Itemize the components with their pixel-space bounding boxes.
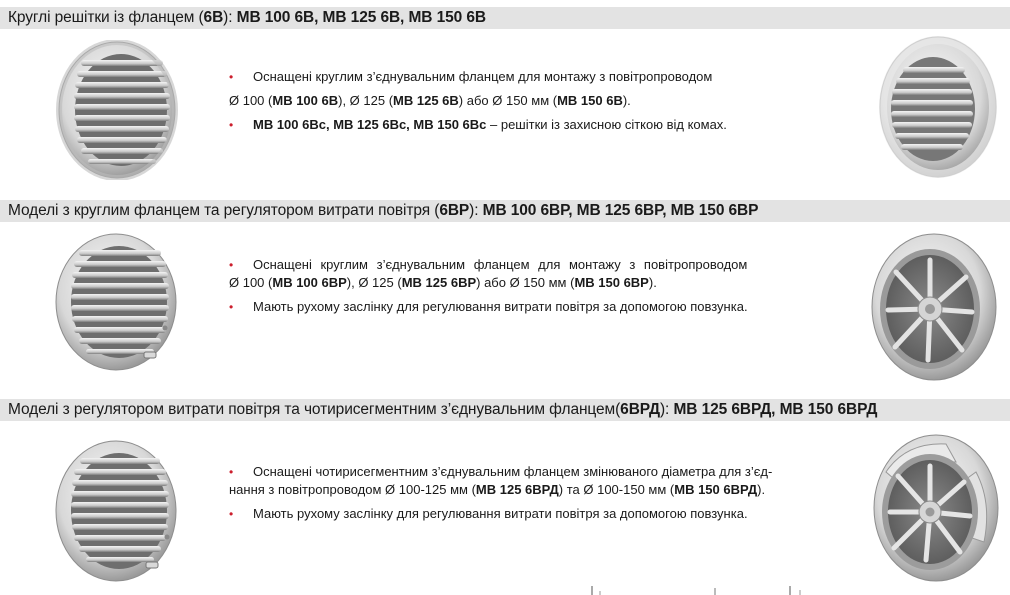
bullet-item	[229, 504, 829, 524]
title-code: 6ВР	[439, 202, 470, 219]
text-part: ).	[757, 482, 766, 497]
bullet-item	[229, 67, 829, 87]
title-mid: ):	[469, 202, 483, 219]
title-code: 6В	[203, 9, 224, 26]
model-code: МВ 125 6В	[393, 93, 459, 108]
title-models: МВ 100 6В, МВ 125 6В, МВ 150 6В	[236, 9, 486, 26]
bullet-item	[229, 462, 829, 482]
bullet-text: Мають рухому заслінку для регулювання витрати повітря за допомогою повзунка.	[253, 506, 748, 521]
model-code: МВ 150 6В	[557, 93, 623, 108]
bullet-text-continuation	[229, 91, 829, 111]
bullet-item	[229, 255, 827, 275]
section-1-title	[8, 9, 486, 27]
section-2-title	[8, 202, 758, 220]
title-models: МВ 125 6ВРД, МВ 150 6ВРД	[673, 401, 878, 418]
title-prefix: Круглі решітки із фланцем (	[8, 9, 204, 26]
title-prefix: Моделі з регулятором витрати повітря та чотирисегментним з’єднувальним фланцем(	[8, 401, 621, 418]
grille-image-6v-side	[55, 40, 180, 180]
title-models: МВ 100 6ВР, МВ 125 6ВР, МВ 150 6ВР	[482, 202, 759, 219]
section-1-bullets	[229, 67, 829, 135]
model-code: МВ 100 6В	[272, 93, 339, 108]
grille-image-6vr-side	[52, 232, 182, 377]
footer-marks	[590, 586, 820, 595]
model-code: МВ 100 6ВР	[272, 275, 347, 290]
bullet-icon: •	[229, 258, 234, 272]
section-3-title	[8, 401, 877, 419]
bullet-text: Оснащені чотирисегментним з’єднувальним фланцем змінюваного діаметра для з’єд-	[253, 464, 773, 479]
bullet-text-continuation	[229, 273, 827, 293]
bullet-icon: •	[229, 507, 234, 521]
bullet-icon: •	[229, 300, 234, 314]
bullet-icon: •	[229, 70, 234, 84]
grille-image-6vrd-rear	[866, 432, 1000, 584]
title-mid: ):	[223, 9, 237, 26]
section-1-header	[0, 7, 1010, 29]
model-code: МВ 125 6ВР	[401, 275, 477, 290]
grille-image-6v-front	[877, 35, 999, 180]
bullet-text: Оснащені круглим з’єднувальним фланцем для монтажу з повітропроводом	[253, 257, 748, 272]
bullet-text: Мають рухому заслінку для регулювання витрати повітря за допомогою повзунка.	[253, 299, 748, 314]
bullet-text: – решітки із захисною сіткою від комах.	[486, 117, 727, 132]
bullet-item	[229, 115, 829, 135]
title-mid: ):	[660, 401, 674, 418]
text-part: ), Ø 125 (	[338, 93, 394, 108]
grille-image-6vr-rear	[870, 232, 998, 382]
section-3-bullets	[229, 462, 829, 524]
text-part: ), Ø 125 (	[346, 275, 402, 290]
model-code: МВ 100 6Вс, МВ 125 6Вс, МВ 150 6Вс	[253, 117, 487, 132]
model-code: МВ 125 6ВРД	[475, 482, 559, 497]
section-2-bullets	[229, 255, 827, 317]
model-code: МВ 150 6ВР	[574, 275, 649, 290]
grille-image-6vrd-side	[52, 438, 182, 588]
title-prefix: Моделі з круглим фланцем та регулятором витрати повітря (	[8, 202, 440, 219]
title-code: 6ВРД	[620, 401, 660, 418]
model-code: МВ 150 6ВРД	[674, 482, 758, 497]
bullet-item	[229, 297, 827, 317]
text-part: ) або Ø 150 мм (	[476, 275, 575, 290]
text-part: Ø 100 (	[229, 275, 273, 290]
text-part: ) та Ø 100-150 мм (	[558, 482, 675, 497]
bullet-icon: •	[229, 465, 234, 479]
text-part: ).	[622, 93, 631, 108]
bullet-text-continuation	[229, 480, 829, 500]
text-part: ).	[648, 275, 657, 290]
section-3-header	[0, 399, 1010, 421]
text-part: нання з повітропроводом Ø 100-125 мм (	[229, 482, 476, 497]
bullet-text: Оснащені круглим з’єднувальним фланцем для монтажу з повітропроводом	[253, 69, 713, 84]
text-part: Ø 100 (	[229, 93, 273, 108]
bullet-icon: •	[229, 118, 234, 132]
section-2-header	[0, 200, 1010, 222]
text-part: ) або Ø 150 мм (	[458, 93, 558, 108]
